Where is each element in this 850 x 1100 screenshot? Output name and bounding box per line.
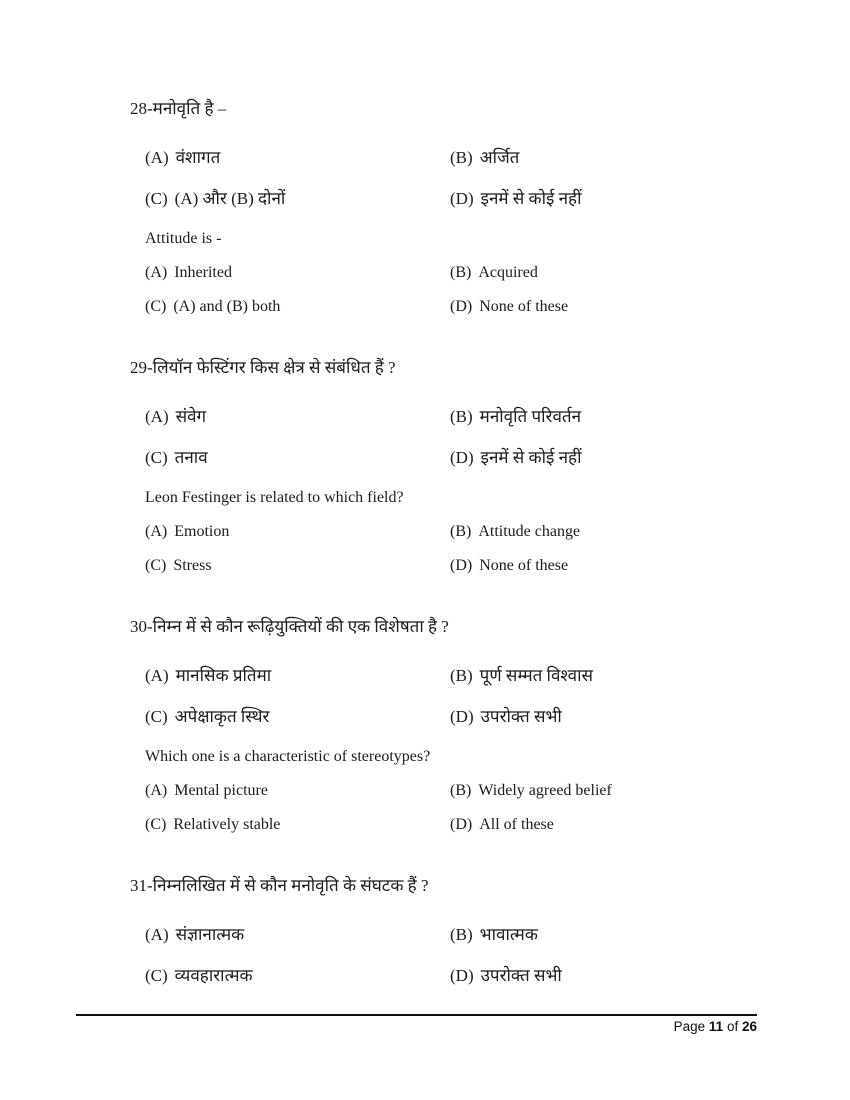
option-label: (B) (450, 523, 472, 540)
question-text: मनोवृति है – (152, 99, 227, 118)
option-28-hi-c (145, 187, 450, 211)
option-text: व्यवहारात्मक (174, 966, 253, 985)
option-28-en-d (450, 296, 770, 318)
option-text: All of these (479, 816, 554, 833)
option-label: (A) (145, 523, 168, 540)
question-number: 30- (130, 617, 153, 636)
option-label: (B) (450, 148, 473, 167)
question-29-hindi-options-row-2 (145, 446, 770, 470)
question-30-hindi-title (130, 615, 770, 639)
of-label: of (726, 1019, 739, 1034)
question-29-english-options-row-1 (145, 521, 770, 543)
questions-area (130, 97, 770, 1005)
option-28-hi-b (450, 146, 770, 170)
option-label: (B) (450, 407, 473, 426)
option-text: मानसिक प्रतिमा (175, 666, 272, 685)
option-label: (B) (450, 666, 473, 685)
option-label: (C) (145, 966, 168, 985)
question-31-hindi-options-row-2 (145, 964, 770, 988)
current-page: 11 (708, 1019, 724, 1034)
question-28-hindi-options-row-1 (145, 146, 770, 170)
question-29-english-title: Leon Festinger is related to which field? (145, 489, 404, 506)
question-28-english-options-row-2 (145, 296, 770, 318)
option-label: (A) (145, 407, 169, 426)
option-30-en-a (145, 780, 450, 802)
option-29-en-d (450, 555, 770, 577)
option-text: Inherited (174, 264, 232, 281)
option-label: (C) (145, 557, 167, 574)
question-31-hindi-title (130, 874, 770, 898)
question-29-hindi-title (130, 356, 770, 380)
question-28-hindi-options-row-2 (145, 187, 770, 211)
option-label: (D) (450, 966, 474, 985)
option-30-hi-b (450, 664, 770, 688)
question-30-english-title: Which one is a characteristic of stereotypes? (145, 748, 431, 765)
option-31-hi-b (450, 923, 770, 947)
option-label: (A) (145, 666, 169, 685)
option-text: संज्ञानात्मक (175, 925, 245, 944)
option-label: (A) (145, 148, 169, 167)
option-28-en-a (145, 262, 450, 284)
total-pages: 26 (741, 1019, 757, 1034)
option-30-hi-d (450, 705, 770, 729)
option-text: Relatively stable (173, 816, 281, 833)
option-label: (D) (450, 707, 474, 726)
option-text: उपरोक्त सभी (480, 966, 562, 985)
option-29-hi-d (450, 446, 770, 470)
option-text: अपेक्षाकृत स्थिर (174, 707, 270, 726)
option-label: (D) (450, 298, 473, 315)
option-text: Mental picture (174, 782, 268, 799)
option-label: (D) (450, 557, 473, 574)
option-label: (A) (145, 264, 168, 281)
option-text: वंशागत (175, 148, 221, 167)
option-31-hi-a (145, 923, 450, 947)
question-30-hindi-options-row-1 (145, 664, 770, 688)
option-text: Acquired (478, 264, 538, 281)
option-text: Emotion (174, 523, 230, 540)
option-text: उपरोक्त सभी (480, 707, 562, 726)
option-28-en-c (145, 296, 450, 318)
question-29-hindi-options-row-1 (145, 405, 770, 429)
option-30-en-c (145, 814, 450, 836)
option-30-en-d (450, 814, 770, 836)
question-30-english-options-row-2 (145, 814, 770, 836)
option-label: (C) (145, 448, 168, 467)
option-label: (B) (450, 925, 473, 944)
page-label: Page (673, 1019, 706, 1034)
option-text: भावात्मक (479, 925, 538, 944)
option-text: (A) और (B) दोनों (174, 189, 286, 208)
question-28 (130, 97, 770, 318)
question-text: निम्न में से कौन रूढ़ियुक्तियों की एक विशेषता है ? (152, 617, 449, 636)
question-number: 31- (130, 876, 153, 895)
option-29-en-c (145, 555, 450, 577)
question-30 (130, 615, 770, 836)
option-30-en-b (450, 780, 770, 802)
question-number: 29- (130, 358, 153, 377)
option-28-en-b (450, 262, 770, 284)
question-28-hindi-title (130, 97, 770, 121)
option-label: (D) (450, 448, 474, 467)
option-text: Widely agreed belief (478, 782, 612, 799)
option-label: (D) (450, 816, 473, 833)
option-30-hi-c (145, 705, 450, 729)
option-29-en-b (450, 521, 770, 543)
question-31 (130, 874, 770, 988)
question-31-hindi-options-row-1 (145, 923, 770, 947)
option-28-hi-d (450, 187, 770, 211)
option-text: None of these (479, 298, 569, 315)
footer-divider (76, 1014, 757, 1016)
option-text: तनाव (174, 448, 208, 467)
option-29-hi-a (145, 405, 450, 429)
option-30-hi-a (145, 664, 450, 688)
option-label: (A) (145, 925, 169, 944)
option-text: इनमें से कोई नहीं (480, 189, 582, 208)
option-28-hi-a (145, 146, 450, 170)
option-text: Stress (173, 557, 212, 574)
option-31-hi-d (450, 964, 770, 988)
option-text: (A) and (B) both (173, 298, 281, 315)
question-28-english-options-row-1 (145, 262, 770, 284)
option-label: (B) (450, 782, 472, 799)
question-30-english-options-row-1 (145, 780, 770, 802)
option-text: Attitude change (478, 523, 581, 540)
question-29-english-options-row-2 (145, 555, 770, 577)
option-29-en-a (145, 521, 450, 543)
question-29 (130, 356, 770, 577)
option-29-hi-c (145, 446, 450, 470)
option-text: None of these (479, 557, 569, 574)
option-29-hi-b (450, 405, 770, 429)
question-text: लियॉन फेस्टिंगर किस क्षेत्र से संबंधित हैं ? (152, 358, 396, 377)
option-label: (C) (145, 707, 168, 726)
option-label: (C) (145, 298, 167, 315)
option-label: (D) (450, 189, 474, 208)
question-28-english-title: Attitude is - (145, 230, 222, 247)
option-31-hi-c (145, 964, 450, 988)
question-text: निम्नलिखित में से कौन मनोवृति के संघटक हैं ? (152, 876, 429, 895)
option-text: संवेग (175, 407, 207, 426)
option-label: (C) (145, 816, 167, 833)
option-text: पूर्ण सम्मत विश्वास (479, 666, 593, 685)
question-number: 28- (130, 99, 153, 118)
option-label: (B) (450, 264, 472, 281)
option-text: इनमें से कोई नहीं (480, 448, 582, 467)
option-label: (C) (145, 189, 168, 208)
option-text: मनोवृति परिवर्तन (479, 407, 582, 426)
question-30-hindi-options-row-2 (145, 705, 770, 729)
page-number (76, 1019, 757, 1034)
option-label: (A) (145, 782, 168, 799)
option-text: अर्जित (479, 148, 520, 167)
